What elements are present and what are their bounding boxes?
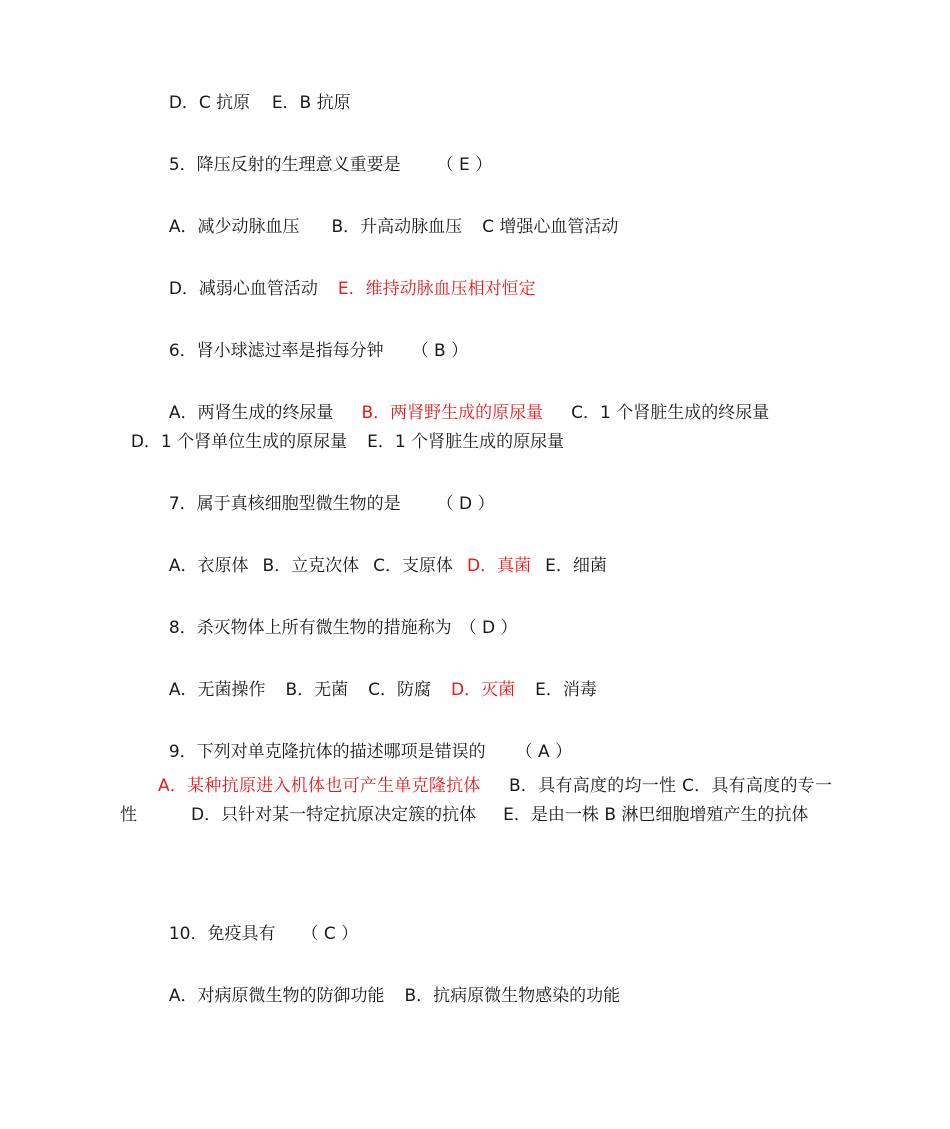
q4-option-e: E．B 抗原 xyxy=(271,93,351,113)
q5-option-d: D．减弱心血管活动 xyxy=(168,279,318,299)
q7-options-line xyxy=(158,524,607,580)
q6-answer: （ B ） xyxy=(411,341,469,361)
q6-question: 6．肾小球滤过率是指每分钟 xyxy=(168,341,384,361)
q6-option-b-correct: B．两肾野生成的原尿量 xyxy=(361,403,544,423)
q9-option-e: E．是由一株 B 淋巴细胞增殖产生的抗体 xyxy=(503,805,809,825)
q8-option-d-correct: D．灭菌 xyxy=(451,680,516,700)
q5-option-c: C 增强心血管活动 xyxy=(482,217,619,237)
q6-question-line xyxy=(158,309,468,365)
q9-answer: （ A ） xyxy=(515,742,573,762)
q7-option-b: B．立克次体 xyxy=(262,556,360,576)
q9-options-paragraph xyxy=(120,772,832,830)
q7-question: 7．属于真核细胞型微生物的是 xyxy=(168,494,401,514)
q9-question: 9．下列对单克隆抗体的描述哪项是错误的 xyxy=(168,742,486,762)
q7-question-line xyxy=(158,462,495,518)
q10-options-line xyxy=(158,954,620,1010)
q8-option-a: A．无菌操作 xyxy=(168,680,266,700)
q8-answer: （ D ） xyxy=(459,618,518,638)
q7-option-e: E．细菌 xyxy=(545,556,607,576)
q9-option-d: D．只针对某一特定抗原决定簇的抗体 xyxy=(191,805,477,825)
q7-answer: （ D ） xyxy=(436,494,495,514)
q7-option-c: C．支原体 xyxy=(373,556,453,576)
q5-question: 5．降压反射的生理意义重要是 xyxy=(168,155,401,175)
q5-question-line xyxy=(158,123,492,179)
q8-question-line xyxy=(158,586,518,642)
q7-option-d-correct: D．真菌 xyxy=(467,556,532,576)
q6-options-line-2 xyxy=(120,400,564,456)
q8-option-b: B．无菌 xyxy=(285,680,349,700)
q5-options-line-1 xyxy=(158,185,618,241)
q4-option-d: D．C 抗原 xyxy=(168,93,251,113)
q6-option-d: D．1 个肾单位生成的原尿量 xyxy=(130,432,348,452)
q5-options-line-2 xyxy=(158,247,536,303)
q5-option-a: A．减少动脉血压 xyxy=(168,217,300,237)
q9-option-a-correct: A．某种抗原进入机体也可产生单克隆抗体 xyxy=(158,776,481,796)
q8-option-e: E．消毒 xyxy=(535,680,597,700)
q10-question-line xyxy=(158,892,358,948)
q6-option-a: A．两肾生成的终尿量 xyxy=(168,403,334,423)
q10-option-b: B．抗病原微生物感染的功能 xyxy=(404,986,621,1006)
q8-option-c: C．防腐 xyxy=(368,680,431,700)
q4-options-line xyxy=(158,61,351,117)
q5-option-b: B．升高动脉血压 xyxy=(331,217,463,237)
q5-option-e-correct: E．维持动脉血压相对恒定 xyxy=(337,279,536,299)
q6-option-c: C．1 个肾脏生成的终尿量 xyxy=(571,403,770,423)
q9-question-line xyxy=(158,710,572,766)
q8-options-line xyxy=(158,648,597,704)
q10-option-a: A．对病原微生物的防御功能 xyxy=(168,986,385,1006)
q10-question: 10．免疫具有 xyxy=(168,924,276,944)
q6-option-e: E．1 个肾脏生成的原尿量 xyxy=(367,432,565,452)
q10-answer: （ C ） xyxy=(301,924,359,944)
q9-option-b: B．具有高度的均一性 xyxy=(509,776,677,796)
q9-option-c: C．具有高度的专一性 xyxy=(120,776,832,825)
q5-answer: （ E ） xyxy=(436,155,493,175)
q8-question: 8．杀灭物体上所有微生物的措施称为 xyxy=(168,618,452,638)
q7-option-a: A．衣原体 xyxy=(168,556,249,576)
